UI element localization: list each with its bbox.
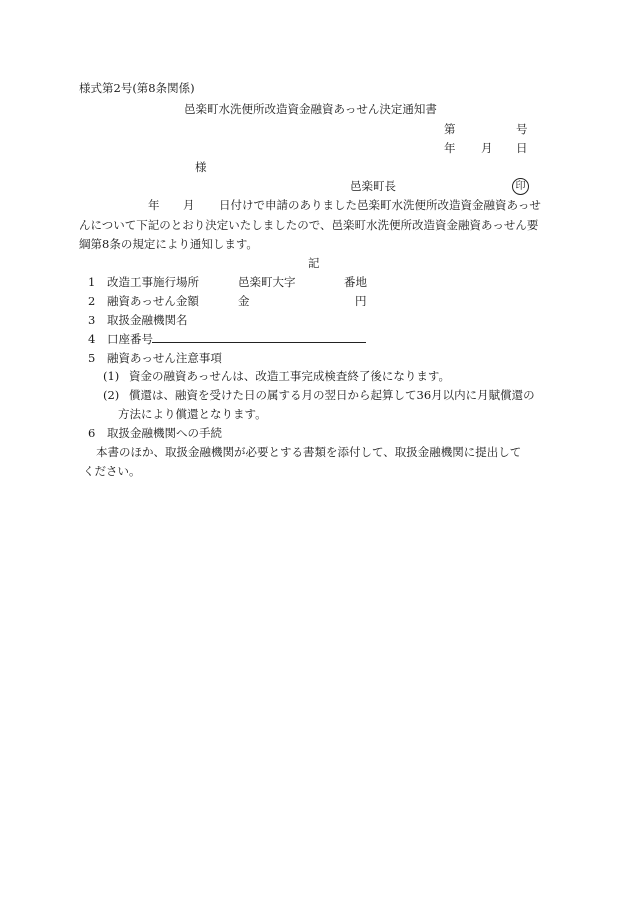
item-label-procedure: 取扱金融機関への手続 <box>107 426 222 440</box>
body-month: 月 <box>183 198 195 212</box>
item-value-loan-amount: 金 <box>238 294 250 308</box>
body-line-2: んについて下記のとおり決定いたしましたので、邑楽町水洗便所改造資金融資あっせん要 <box>79 218 539 232</box>
item-unit-yen: 円 <box>355 294 367 308</box>
item-number: 3 <box>88 313 96 327</box>
item-label-financial-institution: 取扱金融機関名 <box>107 313 188 327</box>
seal-stamp: 印 <box>512 178 529 195</box>
note-text-2-continued: 方法により償還となります。 <box>118 407 267 421</box>
note-text-1: 資金の融資あっせんは、改造工事完成検査終了後になります。 <box>129 369 450 383</box>
item-label-construction-site: 改造工事施行場所 <box>107 275 199 289</box>
body-year: 年 <box>148 198 160 212</box>
addressee-honorific: 様 <box>195 160 207 174</box>
date-month: 月 <box>481 141 493 155</box>
note-text-2: 償還は、融資を受けた日の属する月の翌日から起算して36月以内に月賦償還の <box>129 388 535 402</box>
account-number-underline <box>152 342 366 343</box>
number-suffix: 号 <box>516 122 528 136</box>
item-label-notes: 融資あっせん注意事項 <box>107 351 222 365</box>
date-day: 日 <box>516 141 528 155</box>
body-line-3: 綱第8条の規定により通知します。 <box>79 237 258 251</box>
procedure-line-1: 本書のほか、取扱金融機関が必要とする書類を添付して、取扱金融機関に提出して <box>96 445 522 459</box>
document-title: 邑楽町水洗便所改造資金融資あっせん決定通知書 <box>184 102 437 116</box>
ki-heading: 記 <box>308 256 320 270</box>
item-number: 5 <box>88 351 96 365</box>
note-number: (2) <box>103 388 120 402</box>
item-value-construction-site: 邑楽町大字 <box>238 275 296 289</box>
item-unit-banchi: 番地 <box>344 275 367 289</box>
item-number: 2 <box>88 294 96 308</box>
note-number: (1) <box>103 369 120 383</box>
number-prefix: 第 <box>444 122 456 136</box>
procedure-line-2: ください。 <box>83 464 141 478</box>
item-label-loan-amount: 融資あっせん金額 <box>107 294 199 308</box>
item-label-account-number: 口座番号 <box>107 332 153 346</box>
item-number: 4 <box>88 332 96 346</box>
item-number: 6 <box>88 426 96 440</box>
item-number: 1 <box>88 275 96 289</box>
form-label: 様式第2号(第8条関係) <box>79 81 195 95</box>
date-year: 年 <box>444 141 456 155</box>
issuer-name: 邑楽町長 <box>350 179 396 193</box>
body-line-1: 日付けで申請のありました邑楽町水洗便所改造資金融資あっせ <box>219 198 541 212</box>
